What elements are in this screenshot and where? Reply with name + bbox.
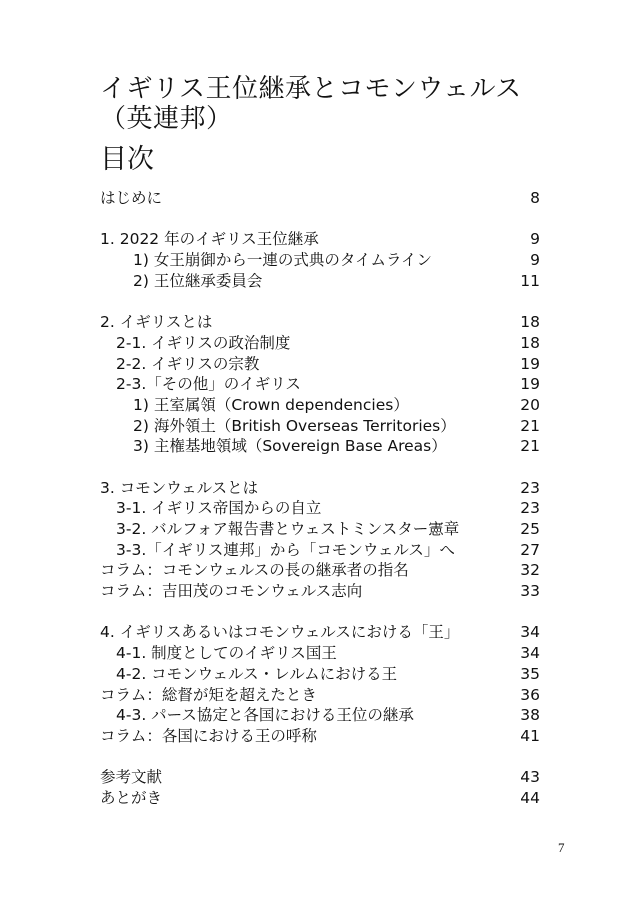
toc-entry-label: 2. イギリスとは [100, 313, 213, 332]
toc-entry-label: 4. イギリスあるいはコモンウェルスにおける「王」 [100, 623, 460, 642]
toc-entry-label: コラム：コモンウェルスの長の継承者の指名 [100, 561, 409, 580]
toc-entry-page: 35 [520, 664, 540, 683]
toc-entry-label: 2) 王位継承委員会 [133, 271, 263, 290]
toc-entry[interactable] [100, 685, 540, 706]
toc-entry[interactable] [100, 767, 540, 788]
toc-entry[interactable] [100, 188, 540, 209]
toc-entry-label: 3. コモンウェルスとは [100, 478, 259, 497]
toc-entry-label: コラム：吉田茂のコモンウェルス志向 [100, 582, 363, 601]
toc-entry[interactable] [100, 788, 540, 809]
toc-entry-label: 参考文献 [100, 768, 163, 787]
toc-entry[interactable] [100, 436, 540, 457]
toc-entry[interactable] [100, 519, 540, 540]
toc-entry[interactable] [100, 664, 540, 685]
toc-entry[interactable] [100, 498, 540, 519]
toc-entry[interactable] [100, 374, 540, 395]
toc-entry-page: 23 [520, 478, 540, 497]
toc-entry-label: 1) 女王崩御から一連の式典のタイムライン [133, 251, 433, 270]
toc-entry-page: 11 [520, 271, 540, 290]
toc-entry-page: 19 [520, 354, 540, 373]
toc-entry[interactable] [100, 395, 540, 416]
toc-entry-label: 3-2. バルフォア報告書とウェストミンスター憲章 [116, 520, 460, 538]
toc-entry-label: あとがき [100, 788, 163, 807]
toc-entry-page: 43 [520, 768, 540, 787]
toc-heading: 目次 [100, 144, 154, 175]
toc-entry[interactable] [100, 560, 540, 581]
toc-entry-page: 21 [520, 437, 540, 456]
toc-entry[interactable] [100, 416, 540, 437]
toc-entry-page: 41 [520, 726, 540, 745]
toc-entry-label: はじめに [100, 189, 163, 207]
toc-entry-label: 2-1. イギリスの政治制度 [116, 333, 291, 352]
toc-entry-page: 8 [530, 189, 540, 207]
toc-entry-label: 3) 主権基地領域（Sovereign Base Areas） [133, 437, 447, 456]
toc-entry[interactable] [100, 271, 540, 292]
toc-entry-page: 34 [520, 623, 540, 642]
toc-entry[interactable] [100, 250, 540, 271]
toc-entry-label: 2-2. イギリスの宗教 [116, 354, 260, 373]
toc-entry[interactable] [100, 354, 540, 375]
toc-entry-page: 9 [530, 230, 540, 249]
toc-entry-page: 36 [520, 685, 540, 704]
toc-entry-label: 3-1. イギリス帝国からの自立 [116, 499, 322, 518]
toc-entry-page: 9 [530, 251, 540, 270]
toc-entry-label: 2) 海外領土（British Overseas Territories） [133, 416, 456, 435]
toc-entry[interactable] [100, 643, 540, 664]
toc-entry-page: 23 [520, 499, 540, 518]
toc-entry-label: コラム：各国における王の呼称 [100, 726, 317, 745]
toc-entry[interactable] [100, 478, 540, 499]
toc-entry-page: 18 [520, 333, 540, 352]
toc-spacer [100, 457, 540, 478]
toc-entry-page: 21 [520, 416, 540, 435]
toc-spacer [100, 747, 540, 768]
toc-entry[interactable] [100, 312, 540, 333]
toc-entry-page: 44 [520, 788, 540, 807]
toc-entry-page: 38 [520, 706, 540, 725]
toc-spacer [100, 602, 540, 623]
toc-entry-page: 33 [520, 582, 540, 601]
toc-entry-label: 2-3.「その他」のイギリス [116, 375, 301, 394]
toc-entry-label: 3-3.「イギリス連邦」から「コモンウェルス」へ [116, 540, 455, 559]
page-number: 7 [558, 840, 565, 855]
toc-entry[interactable] [100, 705, 540, 726]
toc-entry[interactable] [100, 726, 540, 747]
toc-entry-label: コラム：総督が矩を超えたとき [100, 685, 317, 704]
document-title: イギリス王位継承とコモンウェルス（英連邦） [100, 74, 522, 134]
table-of-contents [100, 188, 540, 809]
toc-entry[interactable] [100, 229, 540, 250]
toc-entry-label: 4-3. パース協定と各国における王位の継承 [116, 706, 414, 725]
toc-spacer [100, 209, 540, 230]
toc-entry-label: 1) 王室属領（Crown dependencies） [133, 395, 409, 414]
toc-entry[interactable] [100, 581, 540, 602]
toc-spacer [100, 291, 540, 312]
toc-entry-page: 18 [520, 313, 540, 332]
toc-entry-label: 4-1. 制度としてのイギリス国王 [116, 644, 337, 663]
toc-entry-page: 27 [520, 540, 540, 559]
toc-entry-page: 19 [520, 375, 540, 394]
toc-entry-label: 4-2. コモンウェルス・レルムにおける王 [116, 664, 398, 683]
toc-entry-page: 32 [520, 561, 540, 580]
toc-entry-page: 20 [520, 395, 540, 414]
toc-entry[interactable] [100, 540, 540, 561]
toc-entry-page: 25 [520, 520, 540, 538]
toc-entry[interactable] [100, 622, 540, 643]
toc-entry[interactable] [100, 333, 540, 354]
toc-entry-label: 1. 2022 年のイギリス王位継承 [100, 230, 319, 249]
toc-entry-page: 34 [520, 644, 540, 663]
